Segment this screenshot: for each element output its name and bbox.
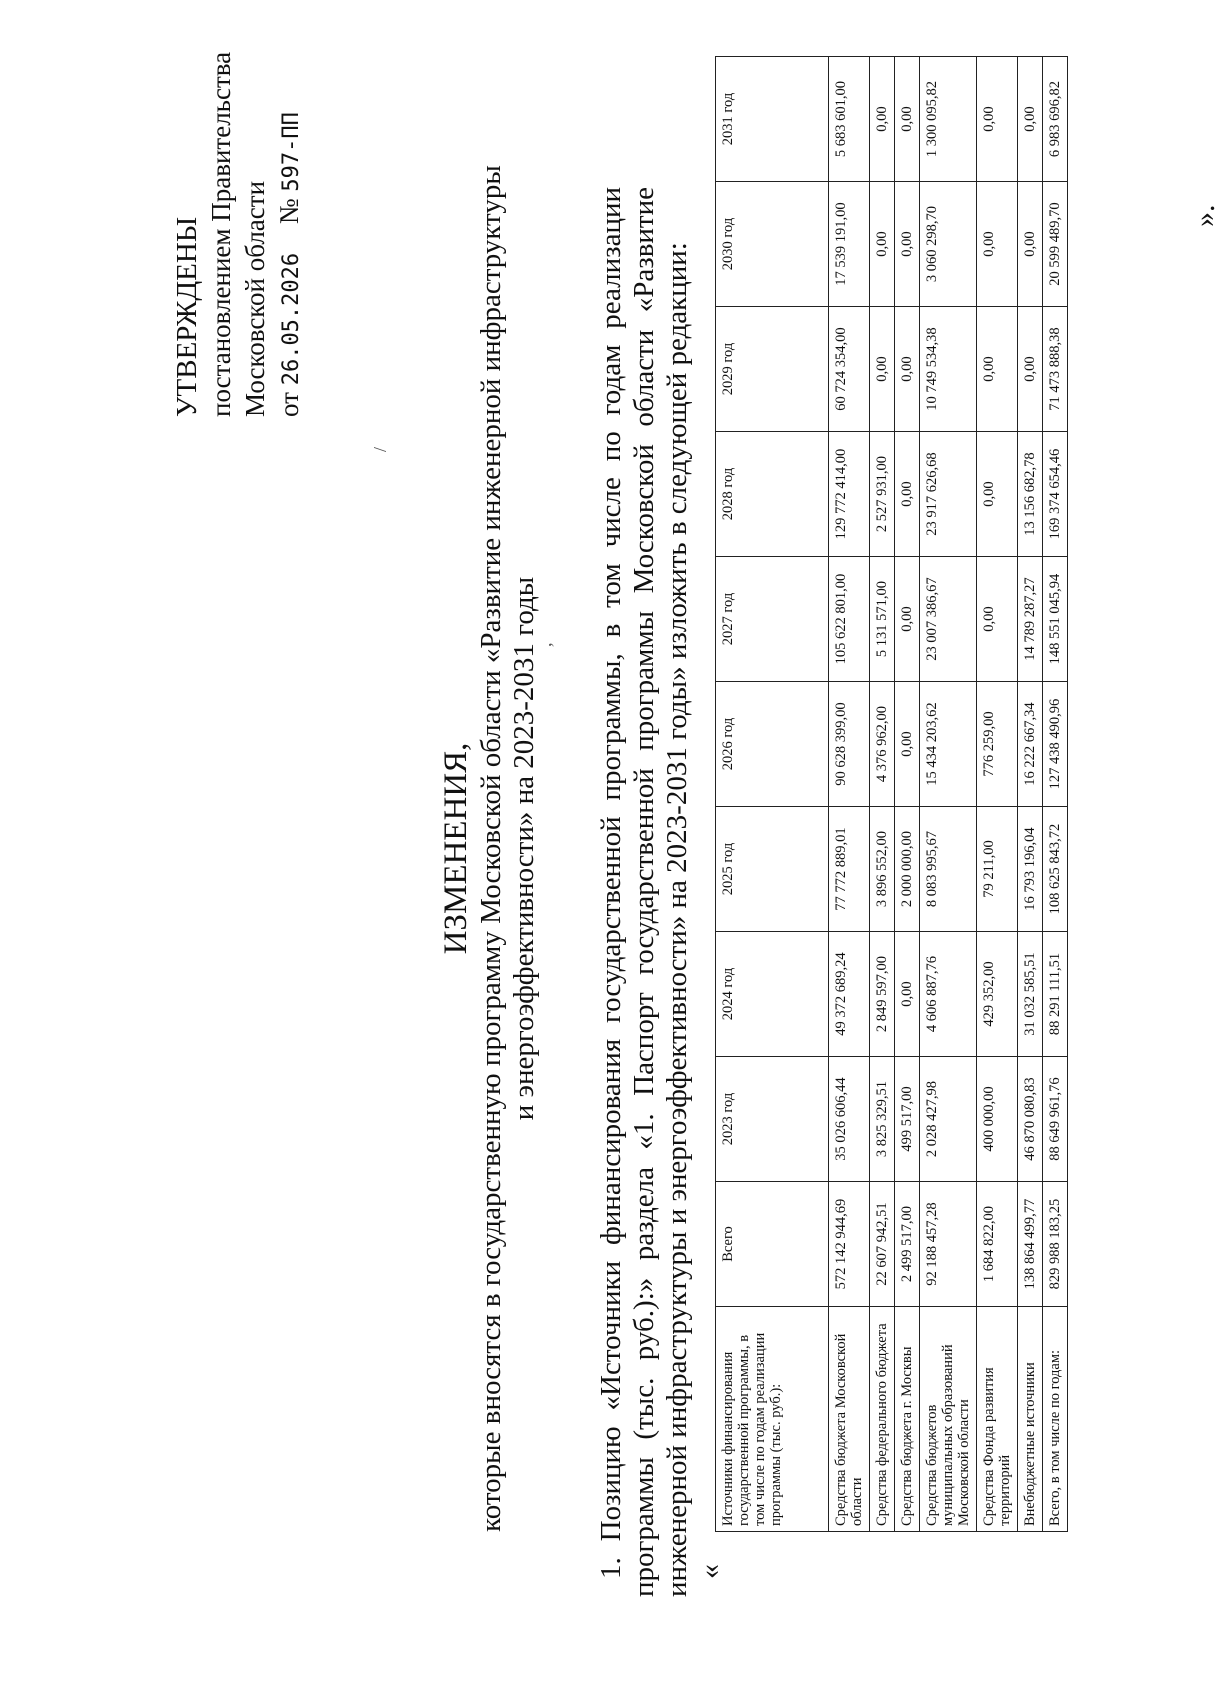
document-subtitle-1: которые вносятся в государственную программу Московской области «Развитие инженерной инфраструктуры — [475, 165, 507, 1532]
document-subtitle-2: и энергоэффективности» на 2023-2031 годы — [508, 576, 540, 1121]
row-total-cell: 2 499 517,00 — [895, 1182, 920, 1307]
row-year-cell: 46 870 080,83 — [1018, 1057, 1043, 1182]
row-total-cell: 22 607 942,51 — [870, 1182, 895, 1307]
row-year-cell: 35 026 606,44 — [829, 1057, 870, 1182]
row-year-cell: 15 434 203,62 — [920, 682, 977, 807]
row-year-cell: 88 649 961,76 — [1043, 1057, 1068, 1182]
row-year-cell: 20 599 489,70 — [1043, 182, 1068, 307]
row-year-cell: 0,00 — [977, 307, 1018, 432]
row-year-cell: 8 083 995,67 — [920, 807, 977, 932]
row-year-cell: 79 211,00 — [977, 807, 1018, 932]
closing-quote: ». — [1188, 204, 1221, 227]
approval-number: 597-ПП — [279, 112, 304, 192]
row-year-cell: 23 007 386,67 — [920, 557, 977, 682]
row-year-cell: 0,00 — [895, 432, 920, 557]
row-year-cell: 0,00 — [895, 307, 920, 432]
row-year-cell: 17 539 191,00 — [829, 182, 870, 307]
row-year-cell: 5 131 571,00 — [870, 557, 895, 682]
row-year-cell: 16 793 196,04 — [1018, 807, 1043, 932]
row-year-cell: 105 622 801,00 — [829, 557, 870, 682]
table-row — [977, 57, 1018, 1532]
row-year-cell: 429 352,00 — [977, 932, 1018, 1057]
header-year: 2023 год — [716, 1057, 829, 1182]
header-total: Всего — [716, 1182, 829, 1307]
row-source-label: Всего, в том числе по годам: — [1043, 1307, 1068, 1532]
row-year-cell: 2 000 000,00 — [895, 807, 920, 932]
row-year-cell: 0,00 — [977, 432, 1018, 557]
row-year-cell: 1 300 095,82 — [920, 57, 977, 182]
row-year-cell: 5 683 601,00 — [829, 57, 870, 182]
table-row — [1043, 57, 1068, 1532]
approval-line-1: постановлением Правительства — [206, 51, 236, 417]
row-year-cell: 0,00 — [977, 182, 1018, 307]
row-year-cell: 0,00 — [895, 182, 920, 307]
scan-mark: , — [535, 642, 555, 647]
table-row — [895, 57, 920, 1532]
row-year-cell: 4 376 962,00 — [870, 682, 895, 807]
row-year-cell: 0,00 — [870, 307, 895, 432]
row-year-cell: 10 749 534,38 — [920, 307, 977, 432]
row-total-cell: 138 864 499,77 — [1018, 1182, 1043, 1307]
header-year: 2025 год — [716, 807, 829, 932]
row-year-cell: 0,00 — [977, 557, 1018, 682]
row-year-cell: 148 551 045,94 — [1043, 557, 1068, 682]
row-year-cell: 108 625 843,72 — [1043, 807, 1068, 932]
header-year: 2024 год — [716, 932, 829, 1057]
row-source-label: Средства Фонда развития территорий — [977, 1307, 1018, 1532]
row-source-label: Внебюджетные источники — [1018, 1307, 1043, 1532]
table-row — [920, 57, 977, 1532]
row-year-cell: 3 825 329,51 — [870, 1057, 895, 1182]
approval-date-prefix: от — [274, 392, 304, 417]
row-year-cell: 0,00 — [870, 57, 895, 182]
header-year: 2027 год — [716, 557, 829, 682]
row-year-cell: 400 000,00 — [977, 1057, 1018, 1182]
row-source-label: Средства бюджета Московской области — [829, 1307, 870, 1532]
row-year-cell: 3 060 298,70 — [920, 182, 977, 307]
financing-table — [715, 56, 1068, 1532]
row-year-cell: 14 789 287,27 — [1018, 557, 1043, 682]
row-year-cell: 23 917 626,68 — [920, 432, 977, 557]
table-header-row — [716, 57, 829, 1532]
row-year-cell: 4 606 887,76 — [920, 932, 977, 1057]
row-year-cell: 0,00 — [870, 182, 895, 307]
opening-quote: « — [693, 1564, 726, 1579]
row-year-cell: 2 527 931,00 — [870, 432, 895, 557]
approval-date: 26.05.2026 — [279, 252, 304, 386]
change-paragraph-text: 1. Позицию «Источники финансирования государственной программы, в том числе по годам реализации программы (тыс. руб.):» раздела «1. Паспорт государственной программы Московской области «Развитие инженерной инфраструктуры и энергоэффективности» на 2023-2031 годы» изложить в следующей редакции: — [595, 187, 693, 1597]
row-year-cell: 0,00 — [1018, 307, 1043, 432]
row-year-cell: 71 473 888,38 — [1043, 307, 1068, 432]
row-year-cell: 6 983 696,82 — [1043, 57, 1068, 182]
row-year-cell: 169 374 654,46 — [1043, 432, 1068, 557]
document-heading — [440, 0, 541, 1697]
row-total-cell: 1 684 822,00 — [977, 1182, 1018, 1307]
row-total-cell: 829 988 183,25 — [1043, 1182, 1068, 1307]
table-row — [829, 57, 870, 1532]
row-year-cell: 49 372 689,24 — [829, 932, 870, 1057]
row-total-cell: 92 188 457,28 — [920, 1182, 977, 1307]
row-source-label: Средства бюджетов муниципальных образований Московской области — [920, 1307, 977, 1532]
row-total-cell: 572 142 944,69 — [829, 1182, 870, 1307]
header-year: 2030 год — [716, 182, 829, 307]
row-year-cell: 0,00 — [895, 557, 920, 682]
row-year-cell: 0,00 — [895, 682, 920, 807]
header-year: 2031 год — [716, 57, 829, 182]
row-year-cell: 0,00 — [1018, 182, 1043, 307]
row-year-cell: 0,00 — [895, 932, 920, 1057]
document-title: ИЗМЕНЕНИЯ, — [438, 742, 474, 955]
row-year-cell: 88 291 111,51 — [1043, 932, 1068, 1057]
row-source-label: Средства федерального бюджета — [870, 1307, 895, 1532]
change-paragraph — [595, 187, 694, 1597]
row-year-cell: 127 438 490,96 — [1043, 682, 1068, 807]
header-year: 2029 год — [716, 307, 829, 432]
row-year-cell: 16 222 667,34 — [1018, 682, 1043, 807]
row-year-cell: 13 156 682,78 — [1018, 432, 1043, 557]
row-year-cell: 31 032 585,51 — [1018, 932, 1043, 1057]
row-source-label: Средства бюджета г. Москвы — [895, 1307, 920, 1532]
header-year: 2026 год — [716, 682, 829, 807]
scan-mark: / — [370, 446, 390, 452]
row-year-cell: 3 896 552,00 — [870, 807, 895, 932]
table-row — [1018, 57, 1043, 1532]
approval-date-line — [272, 37, 309, 417]
row-year-cell: 90 628 399,00 — [829, 682, 870, 807]
header-year: 2028 год — [716, 432, 829, 557]
row-year-cell: 2 028 427,98 — [920, 1057, 977, 1182]
row-year-cell: 2 849 597,00 — [870, 932, 895, 1057]
row-year-cell: 499 517,00 — [895, 1057, 920, 1182]
row-year-cell: 0,00 — [977, 57, 1018, 182]
approval-stamp — [170, 37, 309, 417]
table-body — [829, 57, 1068, 1532]
row-year-cell: 0,00 — [1018, 57, 1043, 182]
approval-number-sign: № — [274, 198, 304, 225]
row-year-cell: 129 772 414,00 — [829, 432, 870, 557]
approval-line-2: Московской области — [240, 180, 270, 417]
row-year-cell: 776 259,00 — [977, 682, 1018, 807]
row-year-cell: 0,00 — [895, 57, 920, 182]
row-year-cell: 77 772 889,01 — [829, 807, 870, 932]
table-row — [870, 57, 895, 1532]
approval-title: УТВЕРЖДЕНЫ — [171, 216, 203, 417]
header-source-label: Источники финансирования государственной программы, в том числе по годам реализации программы (тыс. руб.): — [716, 1307, 829, 1532]
row-year-cell: 60 724 354,00 — [829, 307, 870, 432]
